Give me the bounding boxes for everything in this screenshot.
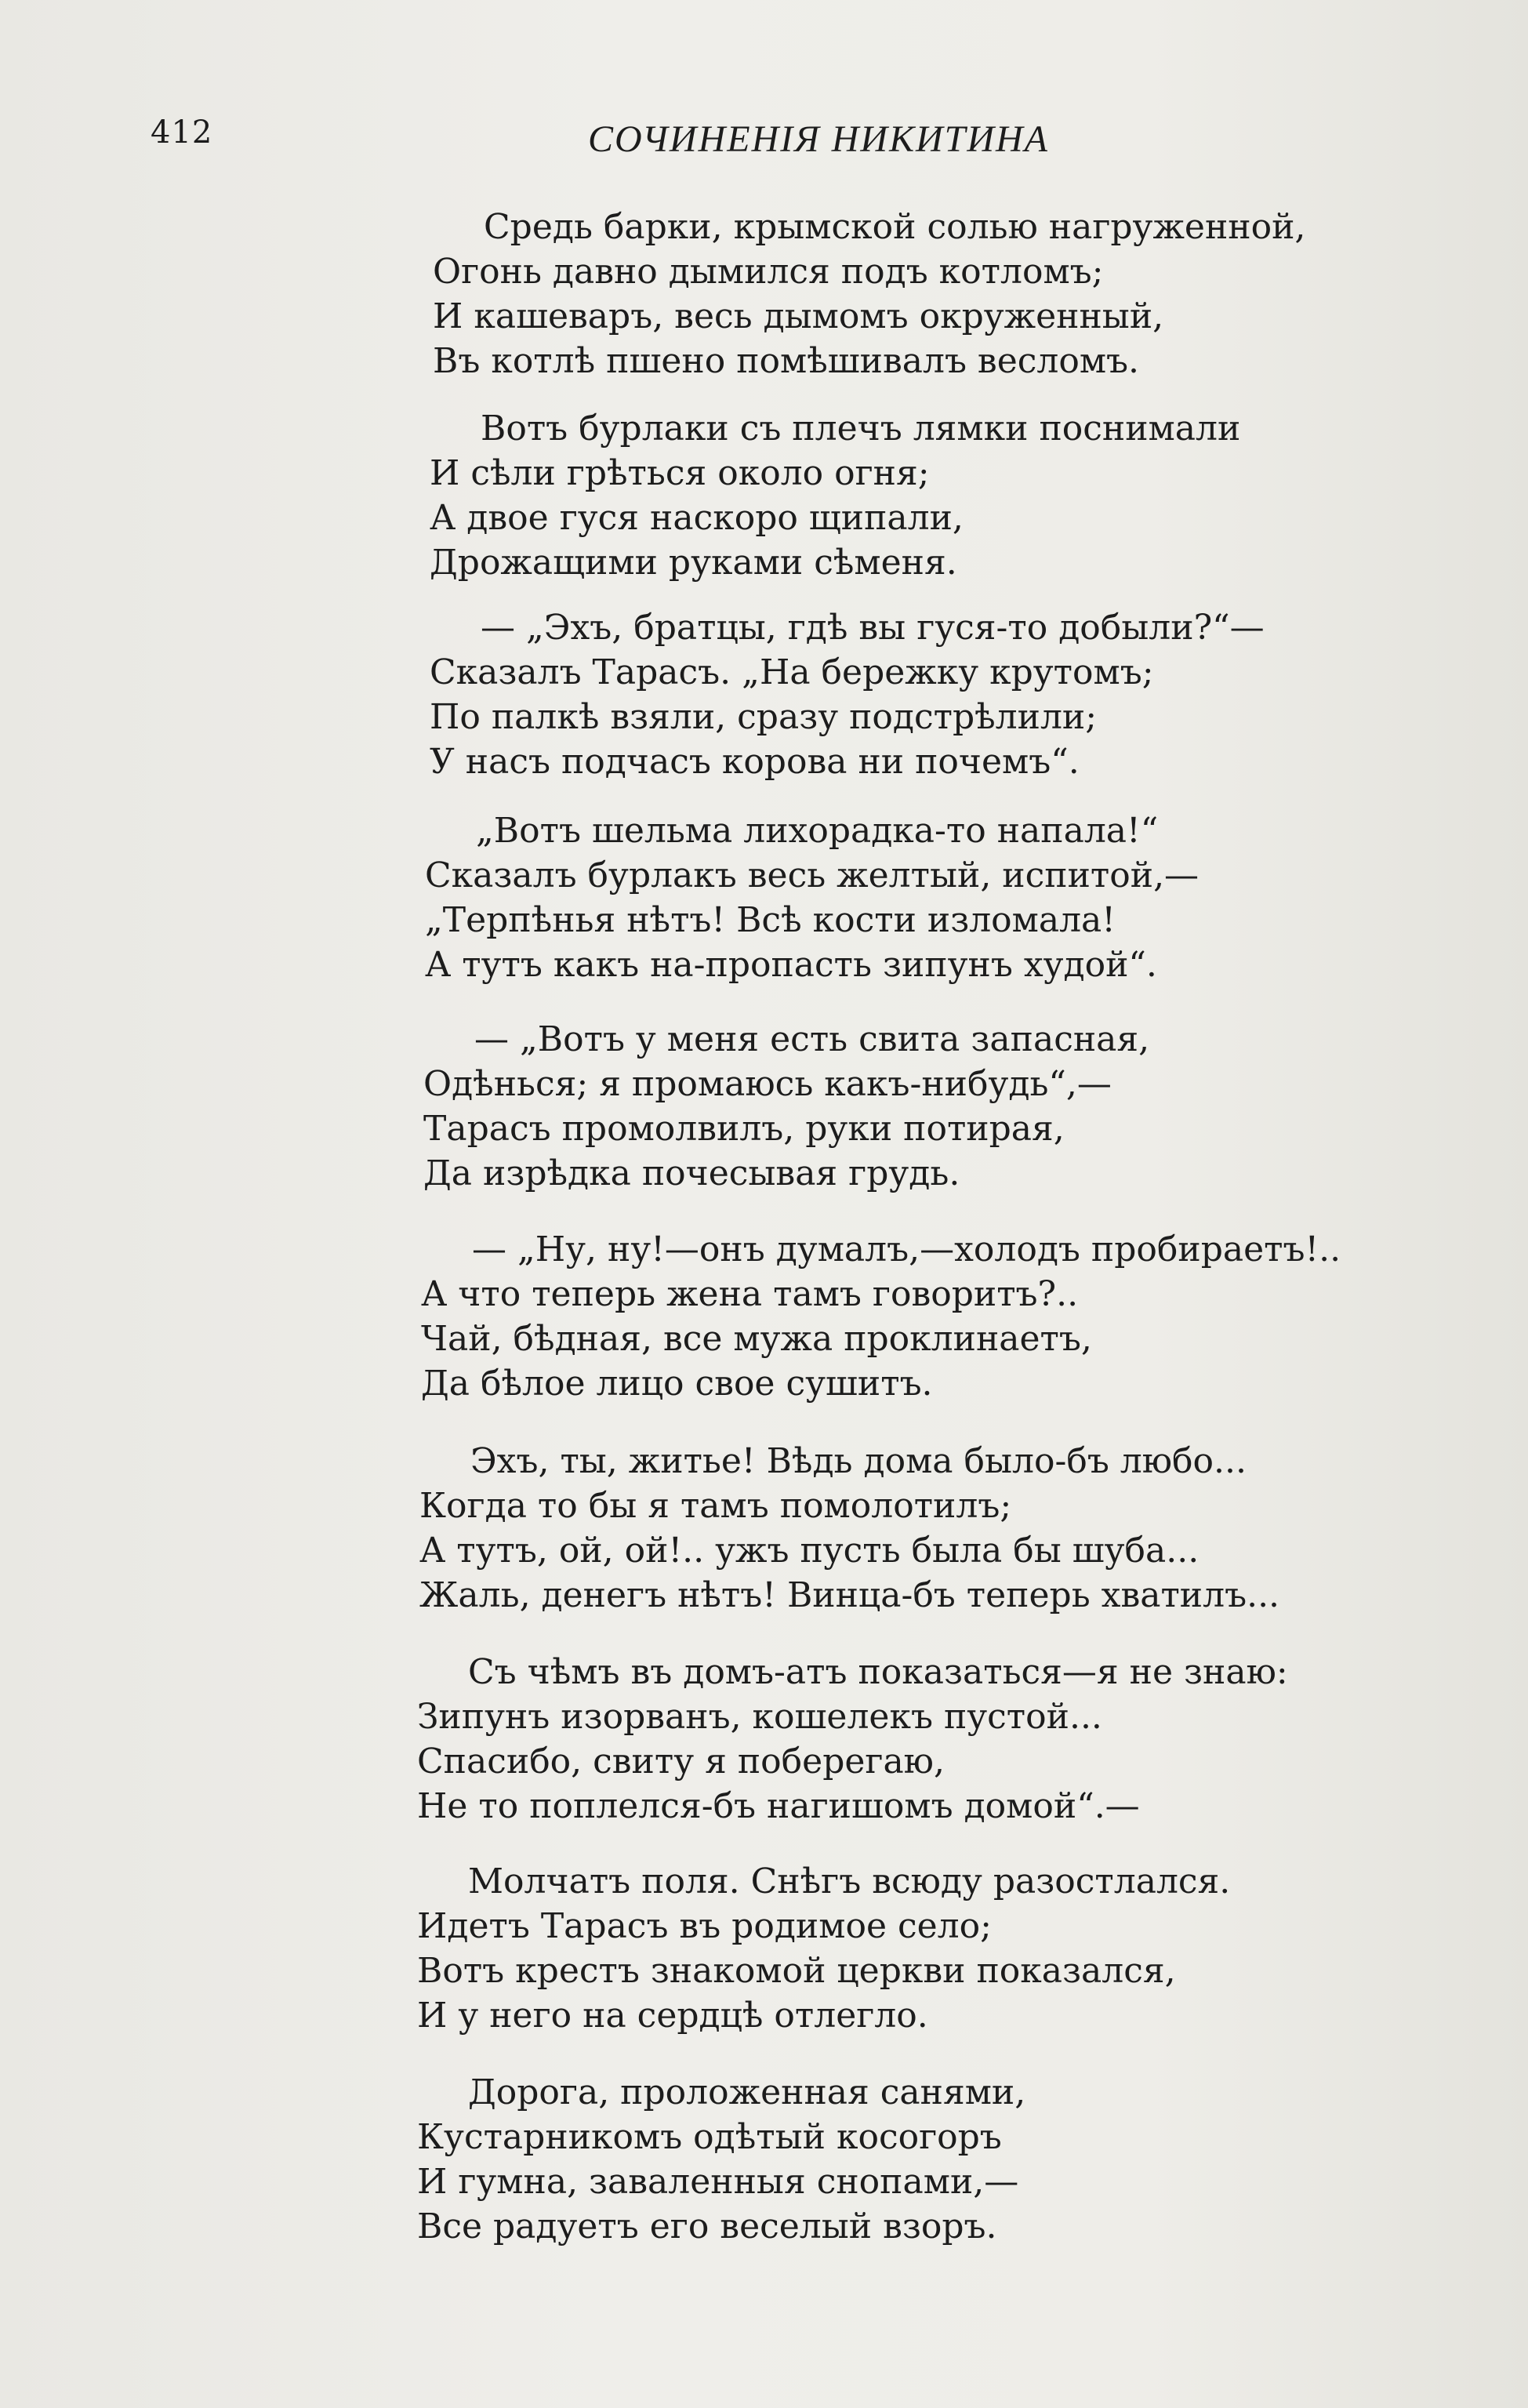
verse-line: Одѣнься; я промаюсь какъ-нибудь“,— [423,1064,1112,1104]
verse-line: — „Эхъ, братцы, гдѣ вы гуся-то добыли?“— [481,608,1265,648]
verse-line: И гумна, заваленныя снопами,— [417,2162,1019,2202]
verse-line: И у него на сердцѣ отлегло. [417,1996,928,2036]
verse-line: Вотъ бурлаки съ плечъ лямки поснимали [481,409,1241,449]
verse-line: А тутъ какъ на-пропасть зипунъ худой“. [425,945,1157,985]
stanza-6 [421,1227,1341,1406]
verse-line: И кашеваръ, весь дымомъ окруженный, [433,296,1164,336]
stanza-1 [433,205,1334,383]
verse-line: Зипунъ изорванъ, кошелекъ пустой... [417,1697,1102,1737]
verse-line: Не то поплелся-бъ нагишомъ домой“.— [417,1786,1140,1826]
verse-line: — „Ну, ну!—онъ думалъ,—холодъ пробираетъ!.. [472,1229,1341,1269]
verse-line: Да бѣлое лицо свое сушитъ. [421,1364,933,1404]
verse-line: Дрожащими руками сѣменя. [430,543,957,583]
stanza-7 [419,1439,1321,1618]
verse-line: „Терпѣнья нѣтъ! Всѣ кости изломала! [425,900,1116,940]
stanza-8 [417,1650,1319,1829]
stanza-4 [425,808,1327,987]
verse-line: Идетъ Тарасъ въ родимое село; [417,1906,992,1946]
verse-line: А что теперь жена тамъ говоритъ?.. [421,1274,1079,1314]
verse-line: Молчатъ поля. Снѣгъ всюду разостлался. [468,1861,1231,1901]
stanza-5 [423,1017,1325,1196]
verse-line: — „Вотъ у меня есть свита запасная, [474,1019,1150,1059]
stanza-9 [417,1859,1319,2038]
verse-line: Средь барки, крымской солью нагруженной, [484,207,1306,247]
verse-line: Дорога, проложенная санями, [468,2072,1026,2112]
verse-line: Все радуетъ его веселый взоръ. [417,2206,997,2246]
verse-line: Кустарникомъ одѣтый косогоръ [417,2117,1002,2157]
verse-line: „Вотъ шельма лихорадка-то напала!“ [476,811,1159,851]
verse-line: Спасибо, свиту я поберегаю, [417,1742,945,1781]
verse-line: Да изрѣдка почесывая грудь. [423,1153,960,1193]
stanza-10 [417,2070,1319,2249]
verse-line: По палкѣ взяли, сразу подстрѣлили; [430,697,1098,737]
verse-line: Вотъ крестъ знакомой церкви показался, [417,1951,1176,1991]
stanza-2 [430,406,1331,585]
verse-line: У насъ подчасъ корова ни почемъ“. [430,742,1080,782]
page-number: 412 [151,114,213,151]
verse-line: А двое гуся наскоро щипали, [430,498,964,538]
verse-line: И сѣли грѣться около огня; [430,453,930,493]
verse-line: Съ чѣмъ въ домъ-атъ показаться—я не знаю: [468,1652,1288,1692]
verse-line: А тутъ, ой, ой!.. ужъ пусть была бы шуба... [419,1531,1200,1571]
running-title: СОЧИНЕНІЯ НИКИТИНА [588,118,1049,160]
verse-line: Въ котлѣ пшено помѣшивалъ весломъ. [433,341,1140,381]
verse-line: Тарасъ промолвилъ, руки потирая, [423,1109,1065,1149]
verse-line: Жаль, денегъ нѣтъ! Винца-бъ теперь хватилъ... [419,1575,1280,1615]
stanza-3 [430,605,1331,784]
verse-line: Сказалъ Тарасъ. „На бережку крутомъ; [430,652,1154,692]
verse-line: Огонь давно дымился подъ котломъ; [433,252,1104,292]
verse-line: Когда то бы я тамъ помолотилъ; [419,1486,1012,1526]
verse-line: Чай, бѣдная, все мужа проклинаетъ, [421,1319,1092,1359]
verse-line: Эхъ, ты, житье! Вѣдь дома было-бъ любо... [470,1441,1247,1481]
verse-line: Сказалъ бурлакъ весь желтый, испитой,— [425,855,1200,895]
